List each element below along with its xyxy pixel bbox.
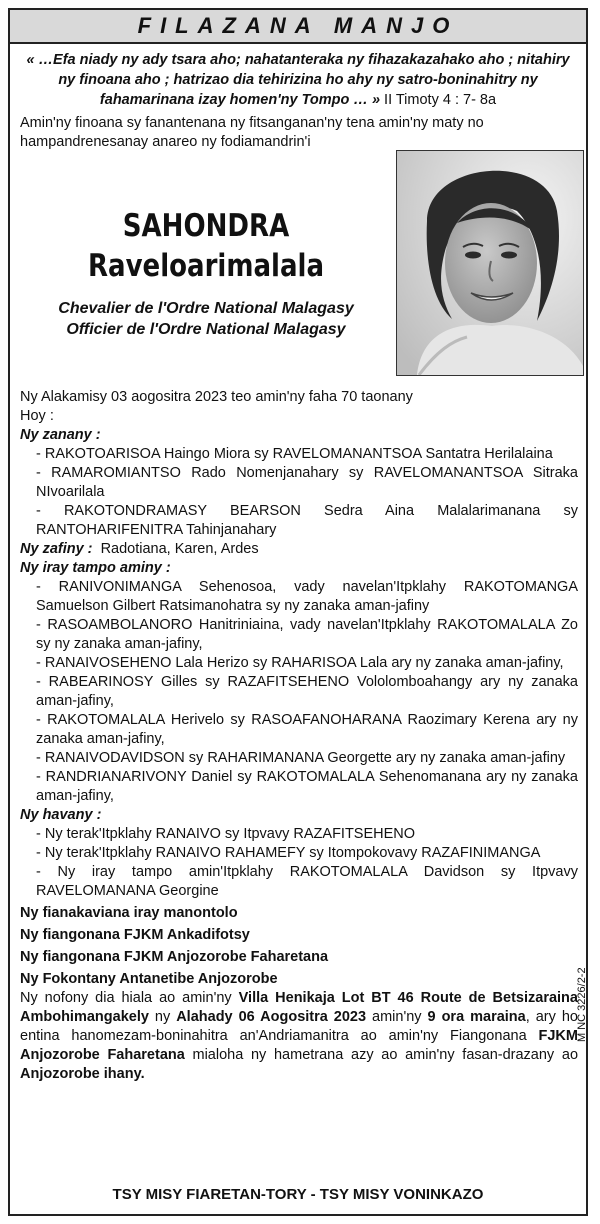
funeral-time: 9 ora maraina xyxy=(427,1009,526,1025)
funeral-text: mialoha ny hametrana azy ao amin'ny fasan-drazany ao xyxy=(184,1047,579,1063)
hoy-label: Hoy : xyxy=(20,408,54,424)
funeral-church: FJKM Anjozorobe Faharetana xyxy=(20,1028,578,1063)
funeral-text: ny xyxy=(148,1009,177,1025)
children-label: Ny zanany : xyxy=(20,427,101,443)
list-item: - RANDRIANARIVONY Daniel sy RAKOTOMALALA Sehenomanana ary ny zanaka aman-jafiny, xyxy=(36,769,578,804)
list-item: - Ny terak'Itpklahy RANAIVO sy Itpvavy RAZAFITSEHENO xyxy=(36,826,416,842)
funeral-date: Alahady 06 Aogositra 2023 xyxy=(176,1009,367,1025)
portrait-photo-illustration xyxy=(397,151,583,375)
list-item: - RANAIVODAVIDSON sy RAHARIMANANA Georgette ary ny zanaka aman-jafiny xyxy=(36,750,566,766)
grandchildren-label: Ny zafiny : xyxy=(20,541,93,557)
list-item: - RABEARINOSY Gilles sy RAZAFITSEHENO Vololomboahangy ary ny zanaka aman-jafiny, xyxy=(36,674,578,709)
verse-reference: II Timoty 4 : 7- 8a xyxy=(380,92,497,108)
deceased-first-name: SAHONDRA xyxy=(122,208,290,244)
notice-header: FILAZANA MANJO xyxy=(10,10,586,44)
deceased-last-name: Raveloarimalala xyxy=(87,248,325,284)
relatives-label: Ny havany : xyxy=(20,807,102,823)
organization-line: Ny fiangonana FJKM Ankadifotsy xyxy=(20,927,250,943)
organization-line: Ny Fokontany Antanetibe Anjozorobe xyxy=(20,971,278,987)
grandchildren-line xyxy=(20,540,578,559)
intro-text: Amin'ny finoana sy fanantenana ny fitsanganan'ny tena amin'ny maty no hampandrenesanay anareo ny fodiamandrin'i xyxy=(20,115,484,150)
list-item: - RANIVONIMANGA Sehenosoa, vady navelan'Itpklahy RAKOTOMANGA Samuelson Gilbert Ratsimanohatra sy ny zanaka aman-jafiny xyxy=(36,579,578,614)
list-item: - RAKOTOMALALA Herivelo sy RASOAFANOHARANA Raozimary Kerena ary ny zanaka aman-jafiny, xyxy=(36,712,578,747)
list-item: - RANAIVOSEHENO Lala Herizo sy RAHARISOA Lala ary ny zanaka aman-jafiny, xyxy=(36,655,564,671)
notice-body xyxy=(20,388,578,1084)
list-item: - RAKOTOARISOA Haingo Miora sy RAVELOMANANTSOA Santatra Herilalaina xyxy=(36,446,553,462)
verse-text: « …Efa niady ny ady tsara aho; nahatanteraka ny fihazakazahako aho ; nitahiry ny finoana aho ; hatrizao dia tehirizina ho ahy ny satro-boninahitry ny fahamarinana izay homen'ny Tompo … » xyxy=(26,52,570,108)
funeral-text: Ny nofony dia hiala ao amin'ny xyxy=(20,990,239,1006)
honor-title: Chevalier de l'Ordre National Malagasy xyxy=(58,300,354,317)
death-date-line: Ny Alakamisy 03 aogositra 2023 teo amin'ny faha 70 taonany xyxy=(20,389,413,405)
honors xyxy=(20,298,392,340)
organization-line: Ny fianakaviana iray manontolo xyxy=(20,905,238,921)
funeral-text: amin'ny xyxy=(366,1009,428,1025)
siblings-label: Ny iray tampo aminy : xyxy=(20,560,171,576)
honor-title: Officier de l'Ordre National Malagasy xyxy=(66,321,346,338)
burial-place: Anjozorobe ihany. xyxy=(20,1066,145,1082)
deceased-name xyxy=(50,206,362,286)
funeral-text: , ary ho entina hanomezam-boninahitra an'Andriamanitra ao amin'ny Fiangonana xyxy=(20,1009,578,1044)
list-item: - RAMAROMIANTSO Rado Nomenjanahary sy RAVELOMANANTSOA Sitraka NIvoarilala xyxy=(36,465,578,500)
list-item: - Ny iray tampo amin'Itpklahy RAKOTOMALALA Davidson sy Itpvavy RAVELOMANANA Georgine xyxy=(36,864,578,899)
obituary-notice xyxy=(8,8,588,1216)
list-item: - RASOAMBOLANORO Hanitriniaina, vady navelan'Itpklahy RAKOTOMALALA Zo sy ny zanaka aman-jafiny, xyxy=(36,617,578,652)
grandchildren-value: Radotiana, Karen, Ardes xyxy=(100,541,259,557)
list-item: - RAKOTONDRAMASY BEARSON Sedra Aina Malalarimanana sy RANTOHARIFENITRA Tahinjanahary xyxy=(36,503,578,538)
funeral-location: Villa Henikaja Lot BT 46 Route de Betsizaraina Ambohimangakely xyxy=(20,990,578,1025)
organization-line: Ny fiangonana FJKM Anjozorobe Faharetana xyxy=(20,949,329,965)
list-item: - Ny terak'Itpklahy RANAIVO RAHAMEFY sy Itompokovavy RAZAFINIMANGA xyxy=(36,845,541,861)
funeral-details xyxy=(20,989,578,1084)
reference-code: M NC 3226/2-2 xyxy=(576,967,588,1042)
portrait-photo xyxy=(396,150,584,376)
footer-note: TSY MISY FIARETAN-TORY - TSY MISY VONINKAZO xyxy=(112,1186,484,1203)
bible-verse xyxy=(20,50,576,110)
